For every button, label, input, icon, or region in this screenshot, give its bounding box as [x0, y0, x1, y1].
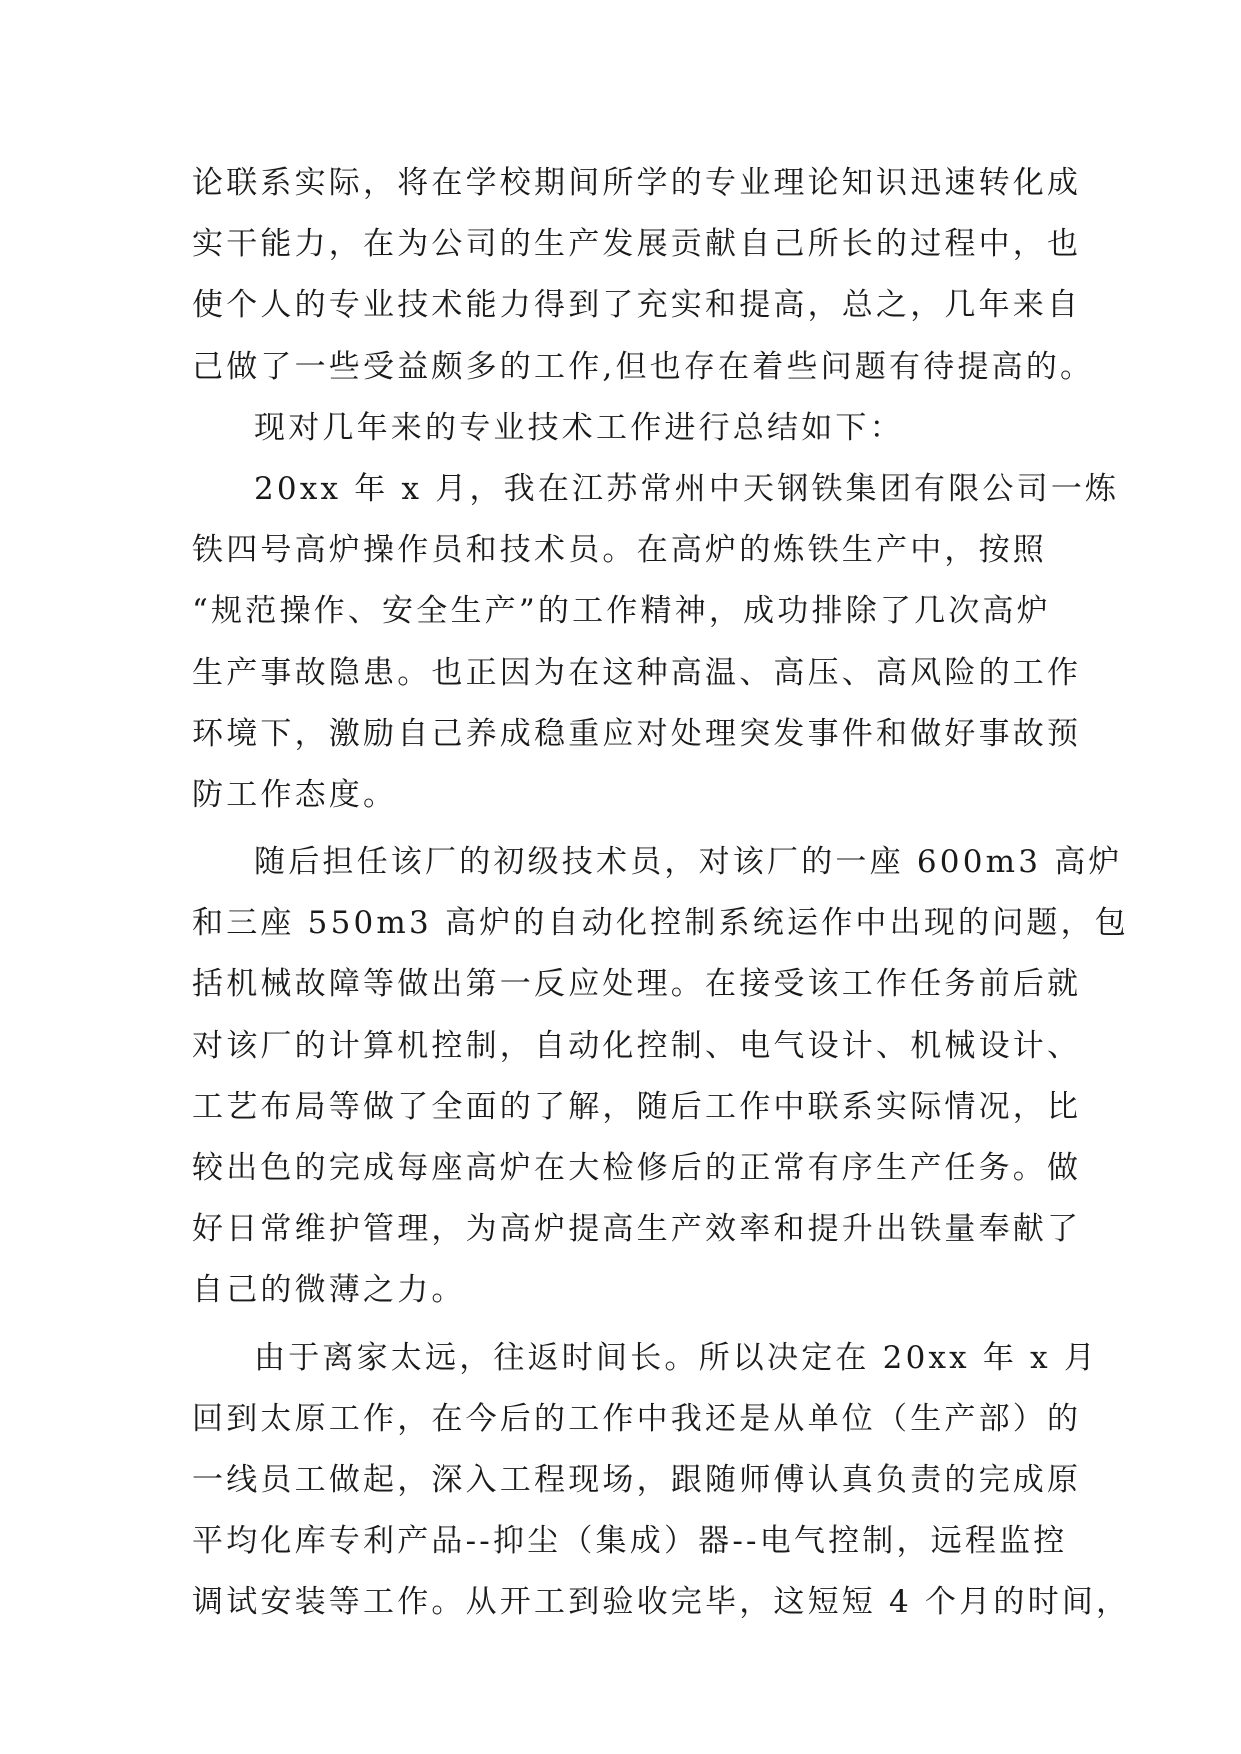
text-line: 和三座 550m3 高炉的自动化控制系统运作中出现的问题，包: [192, 905, 1129, 942]
text-line: 论联系实际，将在学校期间所学的专业理论知识迅速转化成: [192, 165, 1082, 201]
text-line: 较出色的完成每座高炉在大检修后的正常有序生产任务。做: [192, 1150, 1082, 1186]
text-line: 防工作态度。: [192, 776, 398, 813]
text-line: 己做了一些受益颇多的工作,但也存在着些问题有待提高的。: [192, 348, 1095, 385]
text-line: 回到太原工作，在今后的工作中我还是从单位（生产部）的: [192, 1400, 1082, 1437]
text-line: 生产事故隐患。也正因为在这种高温、高压、高风险的工作: [192, 654, 1082, 691]
text-line: “规范操作、安全生产”的工作精神，成功排除了几次高炉: [192, 593, 1051, 630]
text-line: 实干能力，在为公司的生产发展贡献自己所长的过程中，也: [192, 226, 1082, 263]
text-line: 括机械故障等做出第一反应处理。在接受该工作任务前后就: [192, 966, 1082, 1003]
paragraph-start: 现对几年来的专业技术工作进行总结如下：: [254, 409, 904, 446]
text-line: 铁四号高炉操作员和技术员。在高炉的炼铁生产中，按照: [192, 532, 1047, 569]
text-line: 使个人的专业技术能力得到了充实和提高，总之，几年来自: [192, 287, 1082, 324]
text-line: 一线员工做起，深入工程现场，跟随师傅认真负责的完成原: [192, 1461, 1082, 1498]
text-line: 自己的微薄之力。: [192, 1272, 466, 1309]
paragraph-start: 20xx 年 x 月，我在江苏常州中天钢铁集团有限公司一炼: [254, 470, 1120, 507]
text-line: 好日常维护管理，为高炉提高生产效率和提升出铁量奉献了: [192, 1211, 1082, 1248]
document-body: [192, 153, 1131, 1634]
paragraph-start: 随后担任该厂的初级技术员，对该厂的一座 600m3 高炉: [254, 844, 1123, 881]
text-line: 调试安装等工作。从开工到验收完毕，这短短 4 个月的时间，: [192, 1584, 1131, 1621]
text-line: 工艺布局等做了全面的了解，随后工作中联系实际情况，比: [192, 1088, 1082, 1125]
paragraph-start: 由于离家太远，往返时间长。所以决定在 20xx 年 x 月: [254, 1339, 1099, 1376]
text-line: 对该厂的计算机控制，自动化控制、电气设计、机械设计、: [192, 1027, 1082, 1064]
text-line: 环境下，激励自己养成稳重应对处理突发事件和做好事故预: [192, 715, 1082, 752]
text-line: 平均化库专利产品--抑尘（集成）器--电气控制，远程监控: [192, 1523, 1068, 1560]
